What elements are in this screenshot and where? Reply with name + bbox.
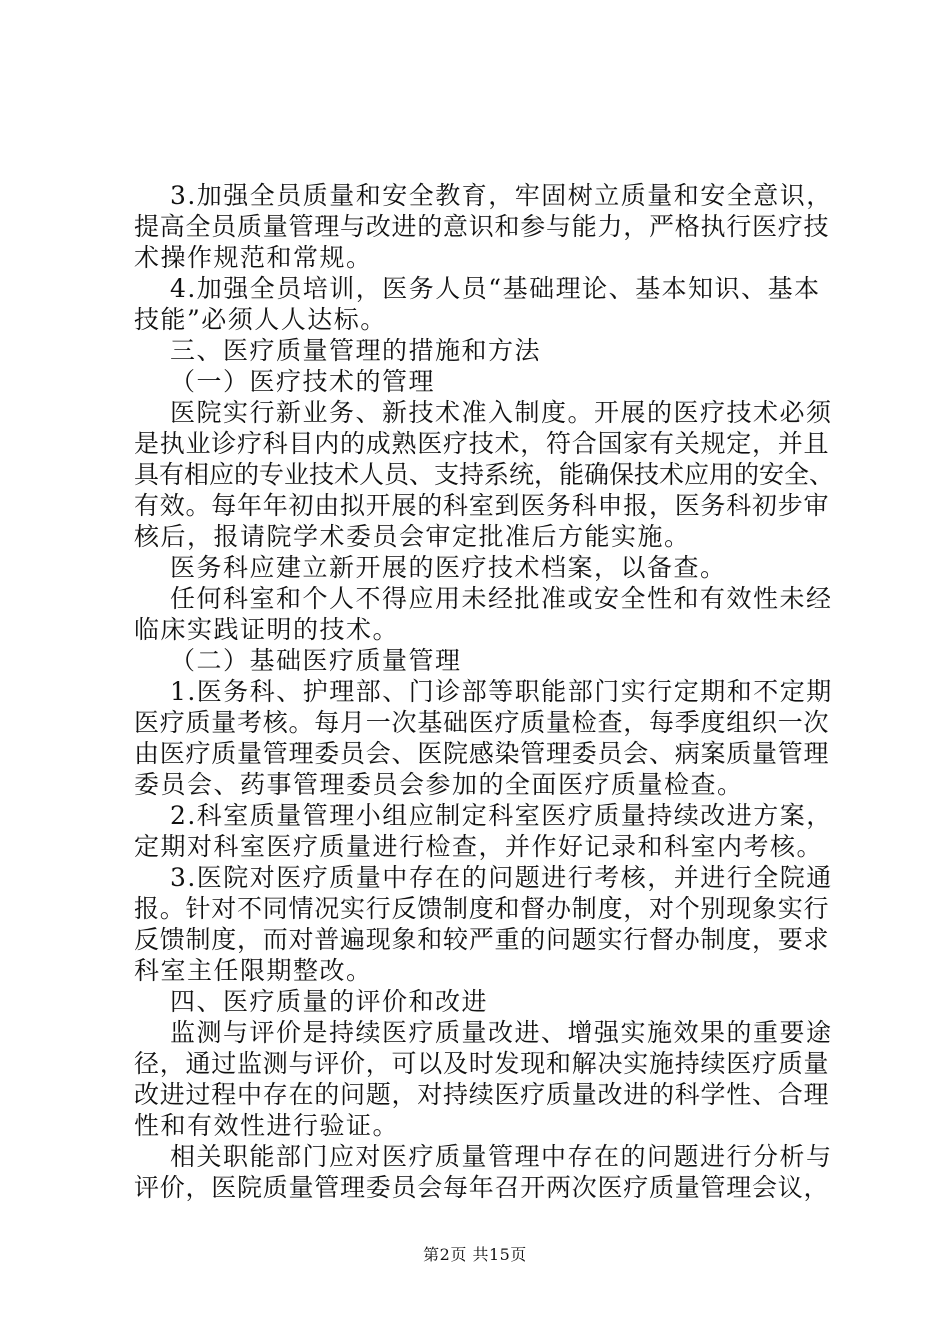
text-line: 反馈制度，而对普遍现象和较严重的问题实行督办制度，要求 (134, 925, 830, 954)
text-line: 科室主任限期整改。 (134, 956, 373, 985)
text-line: 任何科室和个人不得应用未经批准或安全性和有效性未经 (134, 584, 833, 613)
text-line: 3.加强全员质量和安全教育，牢固树立质量和安全意识， (134, 181, 833, 210)
text-line: 报。针对不同情况实行反馈制度和督办制度，对个别现象实行 (134, 894, 830, 923)
page-number-footer: 第2页 共15页 (423, 1245, 527, 1264)
text-line: 术操作规范和常规。 (134, 243, 373, 272)
text-line: 委员会、药事管理委员会参加的全面医疗质量检查。 (134, 770, 744, 799)
text-line: 由医疗质量管理委员会、医院感染管理委员会、病案质量管理 (134, 739, 830, 768)
text-line: 相关职能部门应对医疗质量管理中存在的问题进行分析与 (134, 1142, 833, 1171)
text-line: 2.科室质量管理小组应制定科室医疗质量持续改进方案， (134, 801, 833, 830)
text-line: 定期对科室医疗质量进行检查，并作好记录和科室内考核。 (134, 832, 824, 861)
text-line: 医院实行新业务、新技术准入制度。开展的医疗技术必须 (134, 398, 833, 427)
text-line: 技能”必须人人达标。 (134, 305, 387, 334)
text-line: 有效。每年年初由拟开展的科室到医务科申报，医务科初步审 (134, 491, 830, 520)
text-line: 是执业诊疗科目内的成熟医疗技术，符合国家有关规定，并且 (134, 429, 830, 458)
document-body (134, 180, 834, 1203)
subsection-heading: （一）医疗技术的管理 (134, 367, 435, 396)
text-line: 性和有效性进行验证。 (134, 1111, 400, 1140)
text-line: 4.加强全员培训，医务人员“基础理论、基本知识、基本 (134, 274, 821, 303)
text-line: 提高全员质量管理与改进的意识和参与能力，严格执行医疗技 (134, 212, 830, 241)
section-heading: 三、医疗质量管理的措施和方法 (134, 336, 541, 365)
text-line: 监测与评价是持续医疗质量改进、增强实施效果的重要途 (134, 1018, 833, 1047)
subsection-heading: （二）基础医疗质量管理 (134, 646, 462, 675)
text-line: 评价，医院质量管理委员会每年召开两次医疗质量管理会议， (134, 1173, 830, 1202)
text-line: 径，通过监测与评价，可以及时发现和解决实施持续医疗质量 (134, 1049, 830, 1078)
text-line: 1.医务科、护理部、门诊部等职能部门实行定期和不定期 (134, 677, 833, 706)
text-line: 具有相应的专业技术人员、支持系统，能确保技术应用的安全、 (134, 460, 835, 489)
text-line: 核后，报请院学术委员会审定批准后方能实施。 (134, 522, 691, 551)
text-line: 3.医院对医疗质量中存在的问题进行考核，并进行全院通 (134, 863, 833, 892)
section-heading: 四、医疗质量的评价和改进 (134, 987, 488, 1016)
text-line: 医务科应建立新开展的医疗技术档案，以备查。 (134, 553, 727, 582)
text-line: 医疗质量考核。每月一次基础医疗质量检查，每季度组织一次 (134, 708, 830, 737)
text-line: 临床实践证明的技术。 (134, 615, 400, 644)
text-line: 改进过程中存在的问题，对持续医疗质量改进的科学性、合理 (134, 1080, 830, 1109)
